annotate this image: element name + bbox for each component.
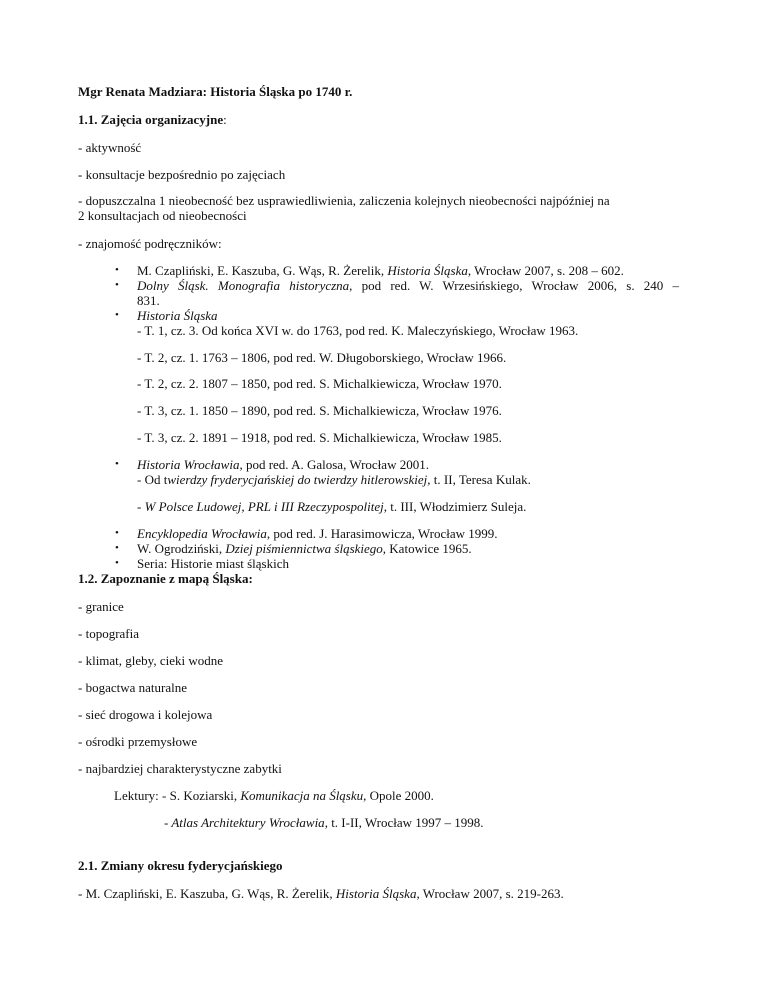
book-czaplinski: [137, 263, 624, 278]
list-item: - ośrodki przemysłowe: [78, 734, 198, 749]
volume-item: - T. 2, cz. 1. 1763 – 1806, pod red. W. Długoborskiego, Wrocław 1966.: [137, 350, 507, 365]
bullet-icon: •: [115, 527, 119, 539]
book-title: Dolny Śląsk. Monografia historyczna: [137, 278, 350, 293]
book-historia-slaska-title: Historia Śląska: [137, 308, 218, 323]
book-details: Wrocław 2007, s. 208 – 602.: [471, 263, 624, 278]
bullet-icon: •: [115, 264, 119, 276]
volume-item: [137, 499, 526, 514]
volume-details: t. II, Teresa Kulak.: [430, 472, 531, 487]
volume-item: [137, 472, 531, 487]
volume-title: wierdzy fryderycjańskiej do twierdzy hitlerowskiej,: [167, 472, 431, 487]
book-encyklopedia: [137, 526, 498, 541]
book-title: Historia Śląska,: [387, 263, 472, 278]
list-item: - sieć drogowa i kolejowa: [78, 707, 213, 722]
section-2-1-heading: 2.1. Zmiany okresu fyderycjańskiego: [78, 858, 283, 873]
book-title: Encyklopedia Wrocławia: [137, 526, 267, 541]
book-historia-wroclawia: [137, 457, 429, 472]
list-item-znajomosc: - znajomość podręczników:: [78, 236, 222, 251]
atlas-details: , t. I-II, Wrocław 1997 – 1998.: [324, 815, 484, 830]
book-details: , Katowice 1965.: [382, 541, 472, 556]
volume-details: , t. III, Włodzimierz Suleja.: [383, 499, 527, 514]
volume-item: - T. 2, cz. 2. 1807 – 1850, pod red. S. Michalkiewicza, Wrocław 1970.: [137, 376, 502, 391]
reference-details: Wrocław 2007, s. 219-263.: [419, 886, 564, 901]
lektury-prefix: Lektury: - S. Koziarski,: [114, 788, 241, 803]
list-item: - klimat, gleby, cieki wodne: [78, 653, 224, 668]
section-1-1-heading: [78, 112, 227, 127]
lektury-line: [114, 788, 434, 803]
lektury-title: Komunikacja na Śląsku: [240, 788, 364, 803]
reference-title: Historia Śląska,: [335, 886, 420, 901]
book-title: Historia Wrocławia,: [137, 457, 243, 472]
section-title-colon: :: [223, 112, 227, 127]
list-item: - bogactwa naturalne: [78, 680, 188, 695]
book-details: pod red. A. Galosa, Wrocław 2001.: [242, 457, 429, 472]
document-heading: Mgr Renata Madziara: Historia Śląska po 1740 r.: [78, 84, 353, 99]
section-1-2-heading: 1.2. Zapoznanie z mapą Śląska:: [78, 571, 253, 586]
volume-prefix: - Od t: [137, 472, 168, 487]
reference-authors: - M. Czapliński, E. Kaszuba, G. Wąs, R. Żerelik,: [78, 886, 336, 901]
bullet-icon: •: [115, 557, 119, 569]
list-item: - najbardziej charakterystyczne zabytki: [78, 761, 282, 776]
list-item-aktywnosc: - aktywność: [78, 140, 142, 155]
list-item: - granice: [78, 599, 124, 614]
bullet-icon: •: [115, 309, 119, 321]
list-item: - topografia: [78, 626, 140, 641]
lektury-details: , Opole 2000.: [363, 788, 434, 803]
atlas-title: - Atlas Architektury Wrocławia: [164, 815, 325, 830]
volume-item: - T. 1, cz. 3. Od końca XVI w. do 1763, pod red. K. Maleczyńskiego, Wrocław 1963.: [137, 323, 579, 338]
book-dolny-slask-line2: 831.: [137, 293, 160, 308]
book-series: Seria: Historie miast śląskich: [137, 556, 290, 571]
list-item-dopuszczalna-line2: 2 konsultacjach od nieobecności: [78, 208, 247, 223]
book-details: , pod red. W. Wrzesińskiego, Wrocław 2006, s. 240 –: [349, 278, 679, 293]
volume-item: - T. 3, cz. 2. 1891 – 1918, pod red. S. Michalkiewicza, Wrocław 1985.: [137, 430, 502, 445]
list-item-dopuszczalna-line1: - dopuszczalna 1 nieobecność bez usprawiedliwienia, zaliczenia kolejnych nieobecności najpóźniej na: [78, 193, 610, 208]
section-title: 1.1. Zajęcia organizacyjne: [78, 112, 224, 127]
atlas-line: [164, 815, 484, 830]
book-title: Dziej piśmiennictwa śląskiego: [225, 541, 383, 556]
list-item-konsultacje: - konsultacje bezpośrednio po zajęciach: [78, 167, 286, 182]
book-ogrodzinski: [137, 541, 472, 556]
bullet-icon: •: [115, 458, 119, 470]
reference-line: [78, 886, 564, 901]
book-dolny-slask: [137, 278, 679, 293]
book-authors: M. Czapliński, E. Kaszuba, G. Wąs, R. Żerelik,: [137, 263, 388, 278]
bullet-icon: •: [115, 279, 119, 291]
book-details: , pod red. J. Harasimowicza, Wrocław 1999.: [266, 526, 498, 541]
volume-title: - W Polsce Ludowej, PRL i III Rzeczypospolitej: [137, 499, 384, 514]
book-authors: W. Ogrodziński,: [137, 541, 226, 556]
bullet-icon: •: [115, 542, 119, 554]
volume-item: - T. 3, cz. 1. 1850 – 1890, pod red. S. Michalkiewicza, Wrocław 1976.: [137, 403, 502, 418]
